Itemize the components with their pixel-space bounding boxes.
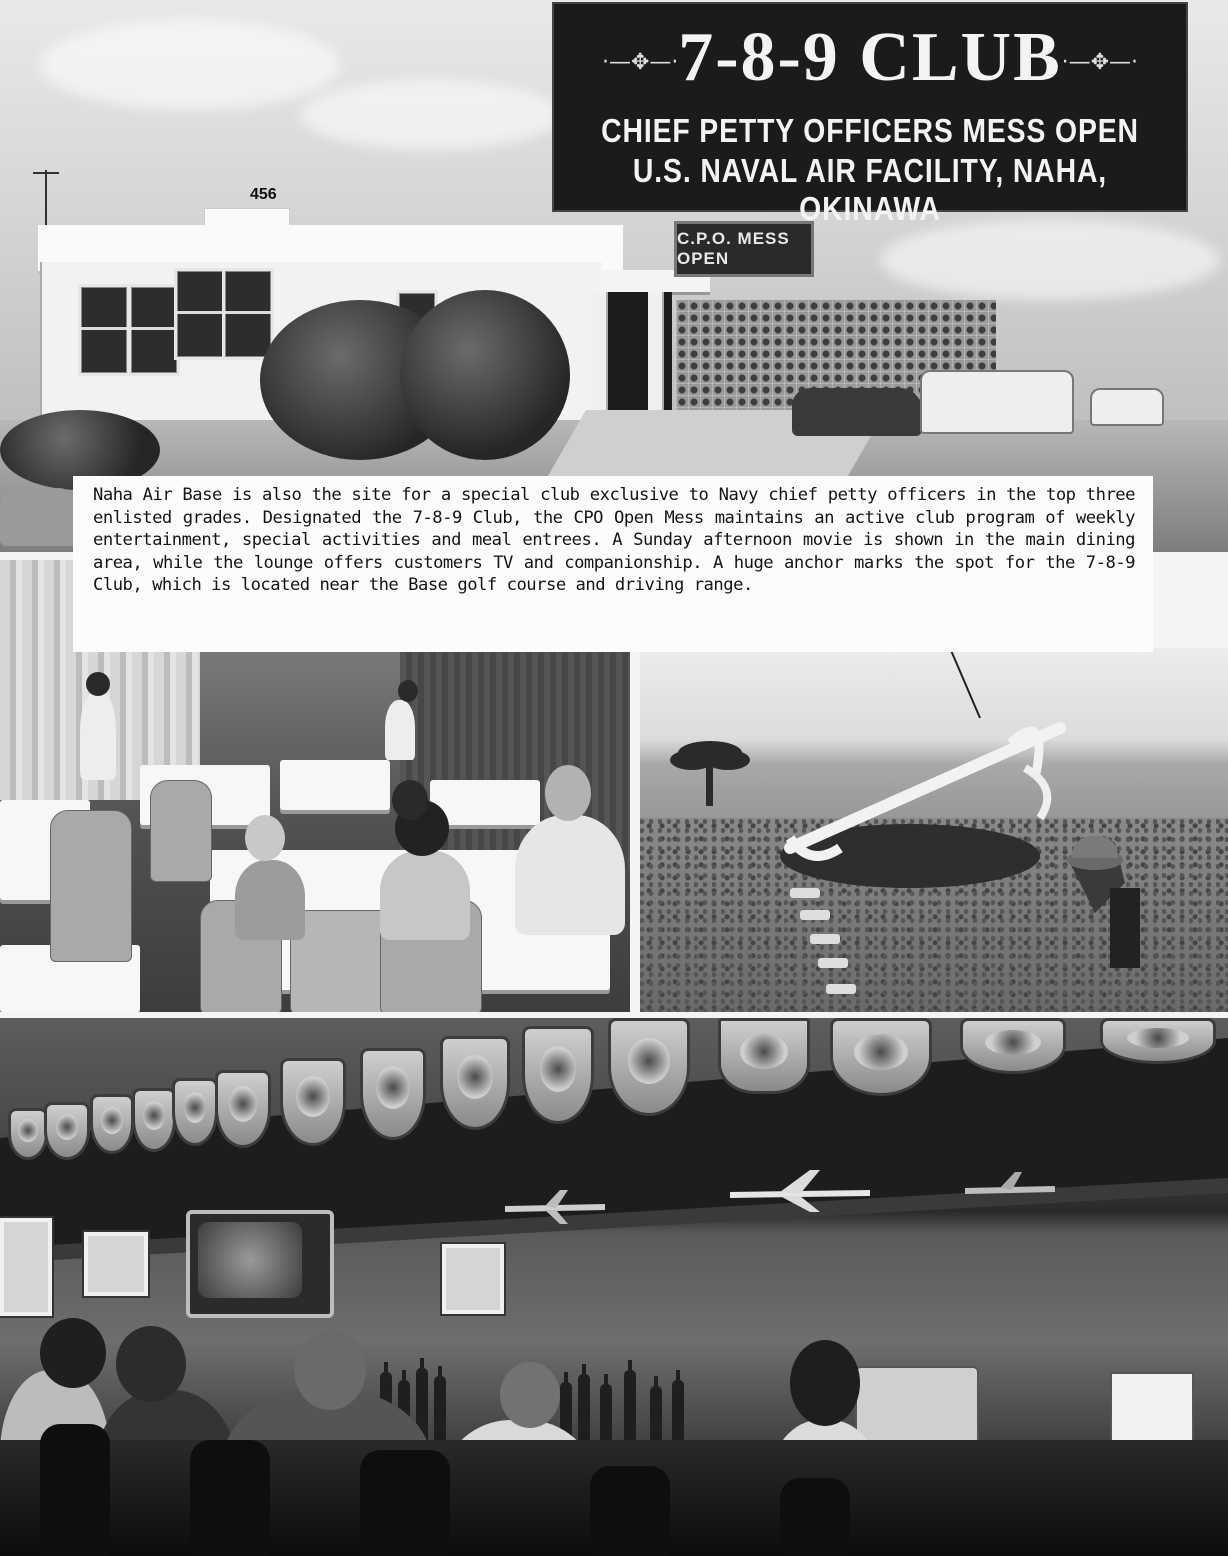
parked-car bbox=[0, 488, 80, 546]
tree bbox=[400, 290, 570, 460]
unit-crest-icon bbox=[830, 1018, 932, 1096]
unit-crest-icon bbox=[8, 1108, 48, 1160]
building-window bbox=[222, 268, 274, 360]
unit-crest-icon bbox=[960, 1018, 1066, 1074]
diner-man bbox=[515, 815, 625, 935]
bar-stool bbox=[190, 1440, 270, 1556]
wall-clock-sign bbox=[84, 1232, 148, 1296]
dining-chair bbox=[50, 810, 132, 962]
unit-crest-icon bbox=[608, 1018, 690, 1116]
liquor-bottle bbox=[624, 1370, 636, 1442]
liquor-bottle bbox=[650, 1386, 662, 1442]
anchor-monument-photo bbox=[640, 648, 1228, 1012]
waitress bbox=[80, 690, 116, 780]
diner-woman bbox=[380, 850, 470, 940]
unit-crest-icon bbox=[172, 1078, 218, 1146]
parked-car bbox=[792, 388, 922, 436]
building-window bbox=[128, 284, 180, 376]
caption-text: Naha Air Base is also the site for a special club exclusive to Navy chief petty officers in the top three enlisted grades. Designated the 7-8-9 Club, the CPO Open Mess maintains an active club program of weekly entertainment, special activities and meal entrees. A Sunday afternoon movie is shown in the main dining area, while the lounge offers customers TV and companionship. A huge anchor marks the spot for the 7-8-9 Club, which is located near the Base golf course and driving range. bbox=[93, 485, 1135, 595]
scroll-ornament-icon: ·—✥—· bbox=[1061, 50, 1138, 75]
airplane-model-icon bbox=[500, 1186, 610, 1226]
unit-crest-icon bbox=[718, 1018, 810, 1094]
waitress bbox=[385, 700, 415, 760]
wall-picture bbox=[442, 1244, 504, 1314]
anchor-icon bbox=[640, 648, 1228, 1012]
bar-stool bbox=[590, 1466, 670, 1556]
unit-crest-icon bbox=[1100, 1018, 1216, 1064]
building-number: 456 bbox=[250, 186, 277, 203]
parked-van bbox=[920, 370, 1074, 434]
liquor-bottle bbox=[434, 1376, 446, 1442]
entrance-sign: C.P.O. MESS OPEN bbox=[674, 221, 814, 277]
liquor-bottle bbox=[600, 1384, 612, 1442]
dining-chair bbox=[150, 780, 212, 882]
bar-stool bbox=[780, 1478, 850, 1556]
parked-car bbox=[1090, 388, 1164, 426]
diner-child bbox=[235, 860, 305, 940]
liquor-bottle bbox=[672, 1380, 684, 1442]
bar-stool bbox=[360, 1450, 450, 1556]
airplane-model-icon bbox=[720, 1164, 880, 1214]
sign-line-2: U.S. NAVAL AIR FACILITY, NAHA, OKINAWA bbox=[632, 152, 1108, 227]
unit-crest-icon bbox=[132, 1088, 176, 1152]
unit-crest-icon bbox=[280, 1058, 346, 1146]
airplane-model-icon bbox=[960, 1168, 1060, 1208]
unit-crest-icon bbox=[440, 1036, 510, 1130]
unit-crest-icon bbox=[360, 1048, 426, 1140]
club-sign bbox=[552, 2, 1188, 227]
tv-screen bbox=[198, 1222, 302, 1298]
liquor-bottle bbox=[578, 1374, 590, 1442]
wall-picture bbox=[0, 1218, 52, 1316]
unit-crest-icon bbox=[90, 1094, 134, 1154]
unit-crest-icon bbox=[522, 1026, 594, 1124]
unit-crest-icon bbox=[215, 1070, 271, 1148]
building-window bbox=[174, 268, 226, 360]
bar-stool bbox=[40, 1424, 110, 1556]
scroll-ornament-icon: ·—✥—· bbox=[602, 50, 679, 75]
building-window bbox=[78, 284, 130, 376]
unit-crest-icon bbox=[44, 1102, 90, 1160]
dining-table bbox=[280, 760, 390, 810]
club-building-photo bbox=[0, 0, 1228, 552]
caption-box bbox=[73, 476, 1153, 652]
club-title: 7-8-9 CLUB bbox=[678, 19, 1062, 96]
sign-line-1: CHIEF PETTY OFFICERS MESS OPEN bbox=[601, 112, 1139, 149]
television bbox=[186, 1210, 334, 1318]
